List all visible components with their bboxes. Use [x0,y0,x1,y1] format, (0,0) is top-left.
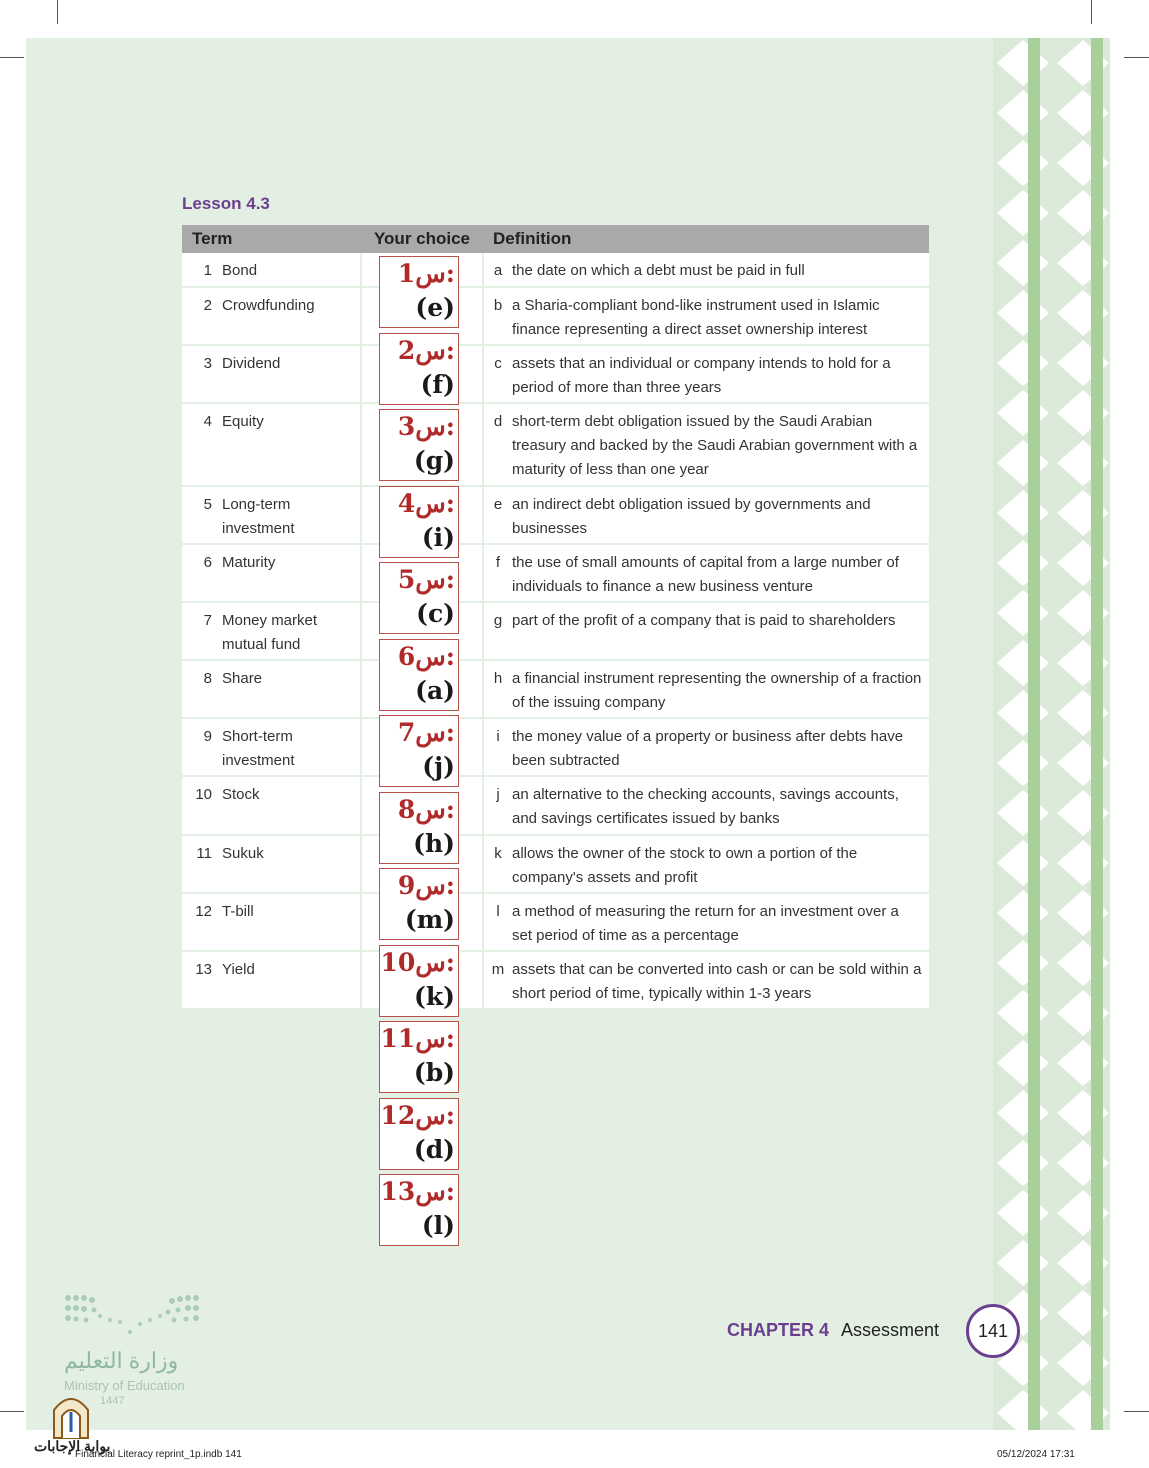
answer-box [379,409,459,481]
answer-choice: (l) [421,1211,455,1240]
watermark-mosque-icon [50,1388,92,1445]
row-term: Equity [222,403,361,486]
row-term: Long-term investment [222,486,361,544]
row-letter: f [483,544,512,602]
print-date-info: 05/12/2024 17:31 [997,1449,1075,1460]
row-letter: i [483,718,512,776]
decorative-border [993,38,1110,1430]
row-number: 11 [182,835,222,893]
row-term: Crowdfunding [222,287,361,345]
row-definition: assets that can be converted into cash or can be sold within a short period of time, typically within 1-3 years [512,951,929,1009]
row-definition: the money value of a property or business after debts have been subtracted [512,718,929,776]
row-number: 5 [182,486,222,544]
answer-box [379,715,459,787]
row-number: 6 [182,544,222,602]
answer-question-label: س5: [397,565,455,594]
crop-mark [1124,1411,1149,1412]
answer-choice: (g) [413,446,455,475]
row-letter: b [483,287,512,345]
row-number: 7 [182,602,222,660]
terms-table [182,225,929,1010]
table-row [182,544,929,602]
lesson-title: Lesson 4.3 [182,194,270,213]
row-definition: short-term debt obligation issued by the Saudi Arabian treasury and backed by the Saudi Arabian government with a maturity of less than one year [512,403,929,486]
row-definition: a Sharia-compliant bond-like instrument used in Islamic finance representing a direct asset ownership interest [512,287,929,345]
row-term: Dividend [222,345,361,403]
crop-mark [1124,57,1149,58]
table-row [182,835,929,893]
table-row [182,776,929,835]
row-definition: the date on which a debt must be paid in full [512,253,929,287]
answer-choice: (a) [415,676,455,705]
crop-mark [0,57,24,58]
row-number: 2 [182,287,222,345]
answer-choice: (d) [413,1135,455,1164]
row-letter: e [483,486,512,544]
crop-mark [1091,0,1092,24]
answer-box [379,333,459,405]
row-number: 8 [182,660,222,718]
table-row [182,287,929,345]
row-term: Bond [222,253,361,287]
table-row [182,403,929,486]
ministry-english-name: Ministry of Education [64,1378,185,1393]
answer-box [379,1098,459,1170]
row-letter: h [483,660,512,718]
row-term: Yield [222,951,361,1009]
row-definition: assets that an individual or company intends to hold for a period of more than three years [512,345,929,403]
border-pattern-icon [993,38,1110,1430]
row-letter: c [483,345,512,403]
answer-choice: (i) [421,523,455,552]
ministry-logo-icon [64,1292,200,1345]
ministry-arabic-name: وزارة التعليم [64,1348,179,1373]
answer-question-label: س9: [397,871,455,900]
answer-question-label: س1: [397,259,455,288]
crop-mark [0,1411,24,1412]
row-definition: the use of small amounts of capital from a large number of individuals to finance a new business venture [512,544,929,602]
row-letter: d [483,403,512,486]
answer-box [379,256,459,328]
answer-question-label: س4: [397,489,455,518]
answer-choice: (k) [414,982,455,1011]
answer-choice: (e) [415,293,455,322]
answer-box [379,868,459,940]
answer-question-label: س6: [397,642,455,671]
row-letter: m [483,951,512,1009]
table-row [182,893,929,951]
table-row [182,602,929,660]
row-number: 3 [182,345,222,403]
answer-question-label: س10: [380,948,455,977]
row-term: Sukuk [222,835,361,893]
answer-choice: (f) [420,370,455,399]
answer-box [379,562,459,634]
row-term: Maturity [222,544,361,602]
row-letter: a [483,253,512,287]
table-header-row [182,225,929,253]
table-row [182,486,929,544]
answer-question-label: س3: [397,412,455,441]
answer-question-label: س2: [397,336,455,365]
header-definition: Definition [483,225,929,253]
footer-section-title: Assessment [841,1320,940,1340]
header-choice: Your choice [361,225,483,253]
row-definition: an indirect debt obligation issued by governments and businesses [512,486,929,544]
row-definition: a financial instrument representing the ownership of a fraction of the issuing company [512,660,929,718]
table-row [182,253,929,287]
answer-box [379,945,459,1017]
table-row [182,345,929,403]
answer-box [379,1174,459,1246]
row-number: 1 [182,253,222,287]
answer-choice: (j) [422,752,455,781]
answer-question-label: س8: [397,795,455,824]
row-definition: a method of measuring the return for an investment over a set period of time as a percentage [512,893,929,951]
row-term: Share [222,660,361,718]
row-term: Stock [222,776,361,835]
row-definition: an alternative to the checking accounts, savings accounts, and savings certificates issued by banks [512,776,929,835]
row-letter: k [483,835,512,893]
answer-choice: (b) [413,1058,455,1087]
answer-question-label: س11: [380,1024,455,1053]
row-letter: g [483,602,512,660]
answer-question-label: س12: [380,1101,455,1130]
row-number: 13 [182,951,222,1009]
answer-choice: (m) [404,905,455,934]
row-number: 10 [182,776,222,835]
crop-mark [57,0,58,24]
watermark-text: بوابة الإجابات [34,1438,111,1454]
answer-box [379,1021,459,1093]
row-letter: l [483,893,512,951]
answer-question-label: س7: [397,718,455,747]
row-number: 9 [182,718,222,776]
footer-chapter: CHAPTER 4 [727,1320,830,1340]
ministry-year: 1447 [100,1395,125,1407]
page-number: 141 [966,1304,1020,1358]
row-number: 12 [182,893,222,951]
row-term: Money market mutual fund [222,602,361,660]
answer-box [379,639,459,711]
answer-choice: (c) [416,599,455,628]
header-term: Term [182,225,361,253]
answer-box [379,486,459,558]
row-letter: j [483,776,512,835]
table-row [182,718,929,776]
row-number: 4 [182,403,222,486]
answer-choice: (h) [413,829,455,858]
answer-question-label: س13: [380,1177,455,1206]
table-row [182,660,929,718]
row-term: Short-term investment [222,718,361,776]
table-row [182,951,929,1009]
answer-box [379,792,459,864]
row-term: T-bill [222,893,361,951]
row-definition: part of the profit of a company that is paid to shareholders [512,602,929,660]
print-file-info: Financial Literacy reprint_1p.indb 141 [75,1449,242,1460]
row-definition: allows the owner of the stock to own a portion of the company's assets and profit [512,835,929,893]
